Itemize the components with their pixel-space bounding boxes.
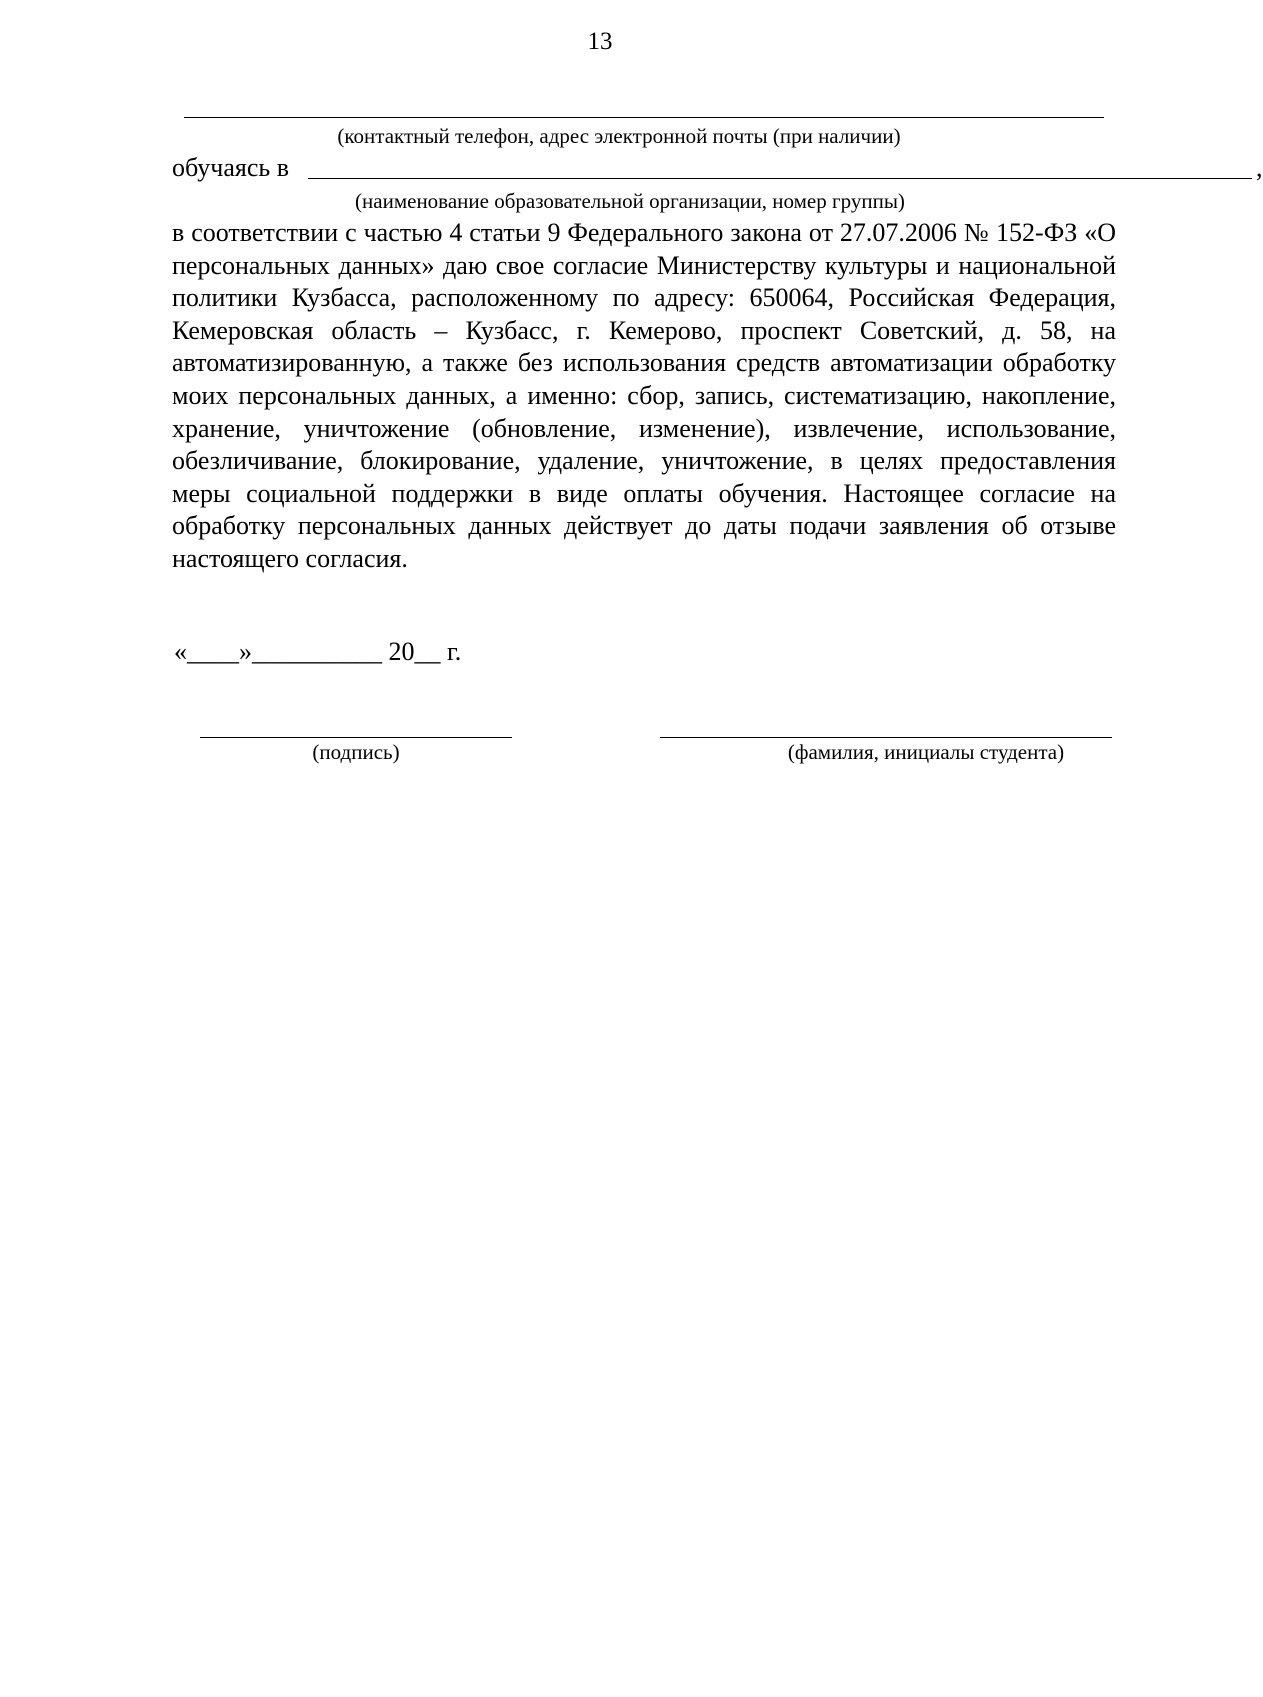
institution-blank-line bbox=[308, 178, 1252, 179]
page-number: 13 bbox=[587, 28, 613, 55]
name-blank-line bbox=[660, 737, 1112, 738]
contact-caption: (контактный телефон, адрес электронной почты (при наличии) bbox=[337, 124, 901, 148]
date-line: «____»__________ 20__ г. bbox=[174, 637, 462, 666]
consent-paragraph: в соответствии с частью 4 статьи 9 Федерального закона от 27.07.2006 № 152-ФЗ «О персональных данных» даю свое согласие Министерству культуры и национальной политики Кузбасса, расположенному по адресу: 650064, Российская Федерация, Кемеровская область – Кузбасс, г. Кемерово, проспект Советский, д. 58, на автоматизированную, а также без использования средств автоматизации обработку моих персональных данных, а именно: сбор, запись, систематизацию, накопление, хранение, уничтожение (обновление, изменение), извлечение, использование, обезличивание, блокирование, удаление, уничтожение, в целях предоставления меры социальной поддержки в виде оплаты обучения. Настоящее согласие на обработку персональных данных действует до даты подачи заявления об отзыве настоящего согласия. bbox=[172, 218, 1116, 573]
study-comma: , bbox=[1256, 153, 1263, 182]
signature-blank-line bbox=[200, 737, 512, 738]
study-label: обучаясь в bbox=[172, 153, 289, 182]
signature-caption: (подпись) bbox=[312, 740, 400, 764]
org-caption: (наименование образовательной организации, номер группы) bbox=[355, 189, 905, 213]
contact-blank-line bbox=[184, 117, 1104, 118]
name-caption: (фамилия, инициалы студента) bbox=[787, 740, 1065, 764]
